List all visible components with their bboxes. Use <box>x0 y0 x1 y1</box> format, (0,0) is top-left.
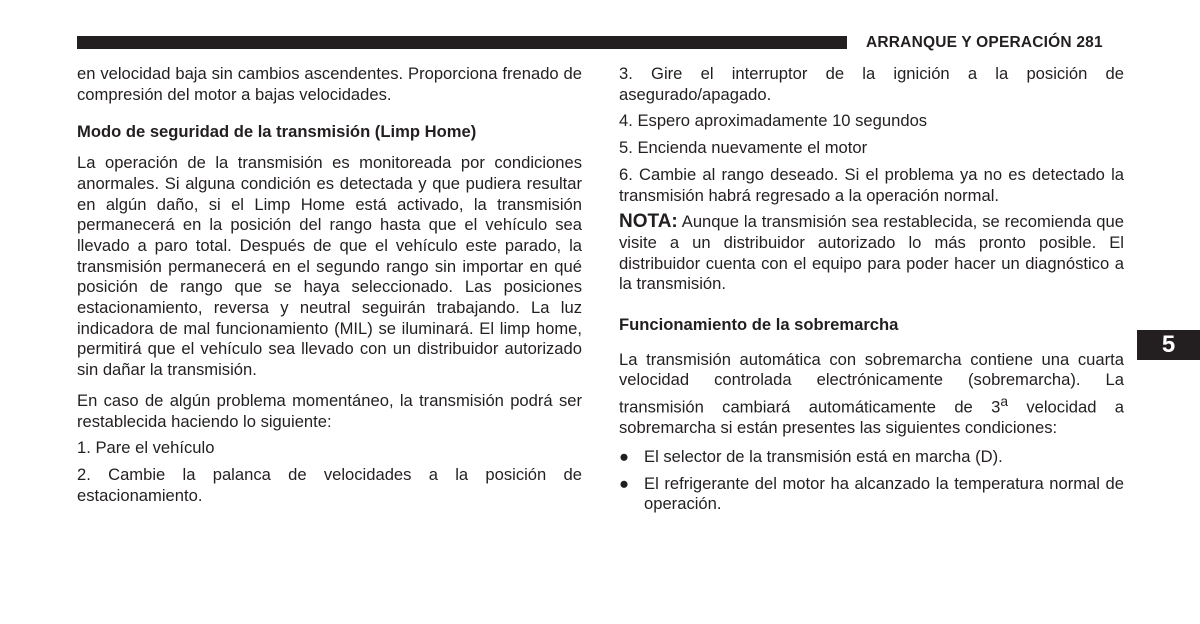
conditions-list <box>619 447 1124 515</box>
right-column <box>619 64 1124 521</box>
step-5: 5. Encienda nuevamente el motor <box>619 138 868 158</box>
list-item <box>619 474 1124 515</box>
ordinal-superscript: a <box>1000 393 1009 410</box>
overdrive-heading: Funcionamiento de la sobremarcha <box>619 315 899 335</box>
reset-intro-paragraph: En caso de algún problema momentáneo, la transmisión podrá ser restablecida haciendo lo siguiente: <box>77 390 582 431</box>
overdrive-text-start: La transmisión automática con sobremarcha contiene una cuarta velocidad controlada electrónicamente (sobremarcha). La transmisión cambiará automáticamente de 3 <box>619 349 1124 417</box>
step-4: 4. Espero aproximadamente 10 segundos <box>619 111 928 131</box>
step-6: 6. Cambie al rango deseado. Si el problema ya no es detectado la transmisión habrá regresado a la operación normal. <box>619 164 1124 205</box>
page-header-title: ARRANQUE Y OPERACIÓN 281 <box>866 34 1103 51</box>
chapter-tab: 5 <box>1137 330 1200 360</box>
note-paragraph <box>619 212 1124 295</box>
header-rule <box>77 36 847 49</box>
note-text: Aunque la transmisión sea restablecida, se recomienda que visite a un distribuidor autorizado lo más pronto posible. El distribuidor cuenta con el equipo para poder hacer un diagnóstico a la transmisión. <box>619 212 1124 294</box>
overdrive-paragraph <box>619 350 1124 439</box>
intro-paragraph: en velocidad baja sin cambios ascendentes. Proporciona frenado de compresión del motor a bajas velocidades. <box>77 64 582 104</box>
step-1: 1. Pare el vehículo <box>77 438 215 458</box>
list-item <box>619 447 1124 468</box>
left-column <box>77 64 582 512</box>
limp-home-paragraph: La operación de la transmisión es monitoreada por condiciones anormales. Si alguna condición es detectada y que pudiera resultar en algún daño, si el Limp Home está activado, la transmisión permanecerá en la posición del rango hasta que el vehículo sea llevado a paro total. Después de que el vehículo este parado, la transmisión permanecerá en el segundo rango sin importar en qué posición de rango que se haya seleccionado. Las posiciones estacionamiento, reversa y neutral seguirán trabajando. La luz indicadora de mal funcionamiento (MIL) se iluminará. El limp home, permitirá que el vehículo sea llevado con un distribuidor autorizado sin dañar la transmisión. <box>77 153 582 380</box>
limp-home-heading: Modo de seguridad de la transmisión (Limp Home) <box>77 122 477 142</box>
bullet-icon: ● <box>619 473 630 493</box>
note-label: NOTA: <box>619 211 678 233</box>
step-2: 2. Cambie la palanca de velocidades a la posición de estacionamiento. <box>77 464 582 505</box>
step-3: 3. Gire el interruptor de la ignición a la posición de asegurado/apagado. <box>619 64 1124 104</box>
list-item-text: El refrigerante del motor ha alcanzado la temperatura normal de operación. <box>644 473 1124 514</box>
bullet-icon: ● <box>619 447 630 467</box>
overdrive-text-end: velocidad a sobremarcha si están presentes las siguientes condiciones: <box>619 397 1124 438</box>
list-item-text: El selector de la transmisión está en marcha (D). <box>644 447 1003 467</box>
